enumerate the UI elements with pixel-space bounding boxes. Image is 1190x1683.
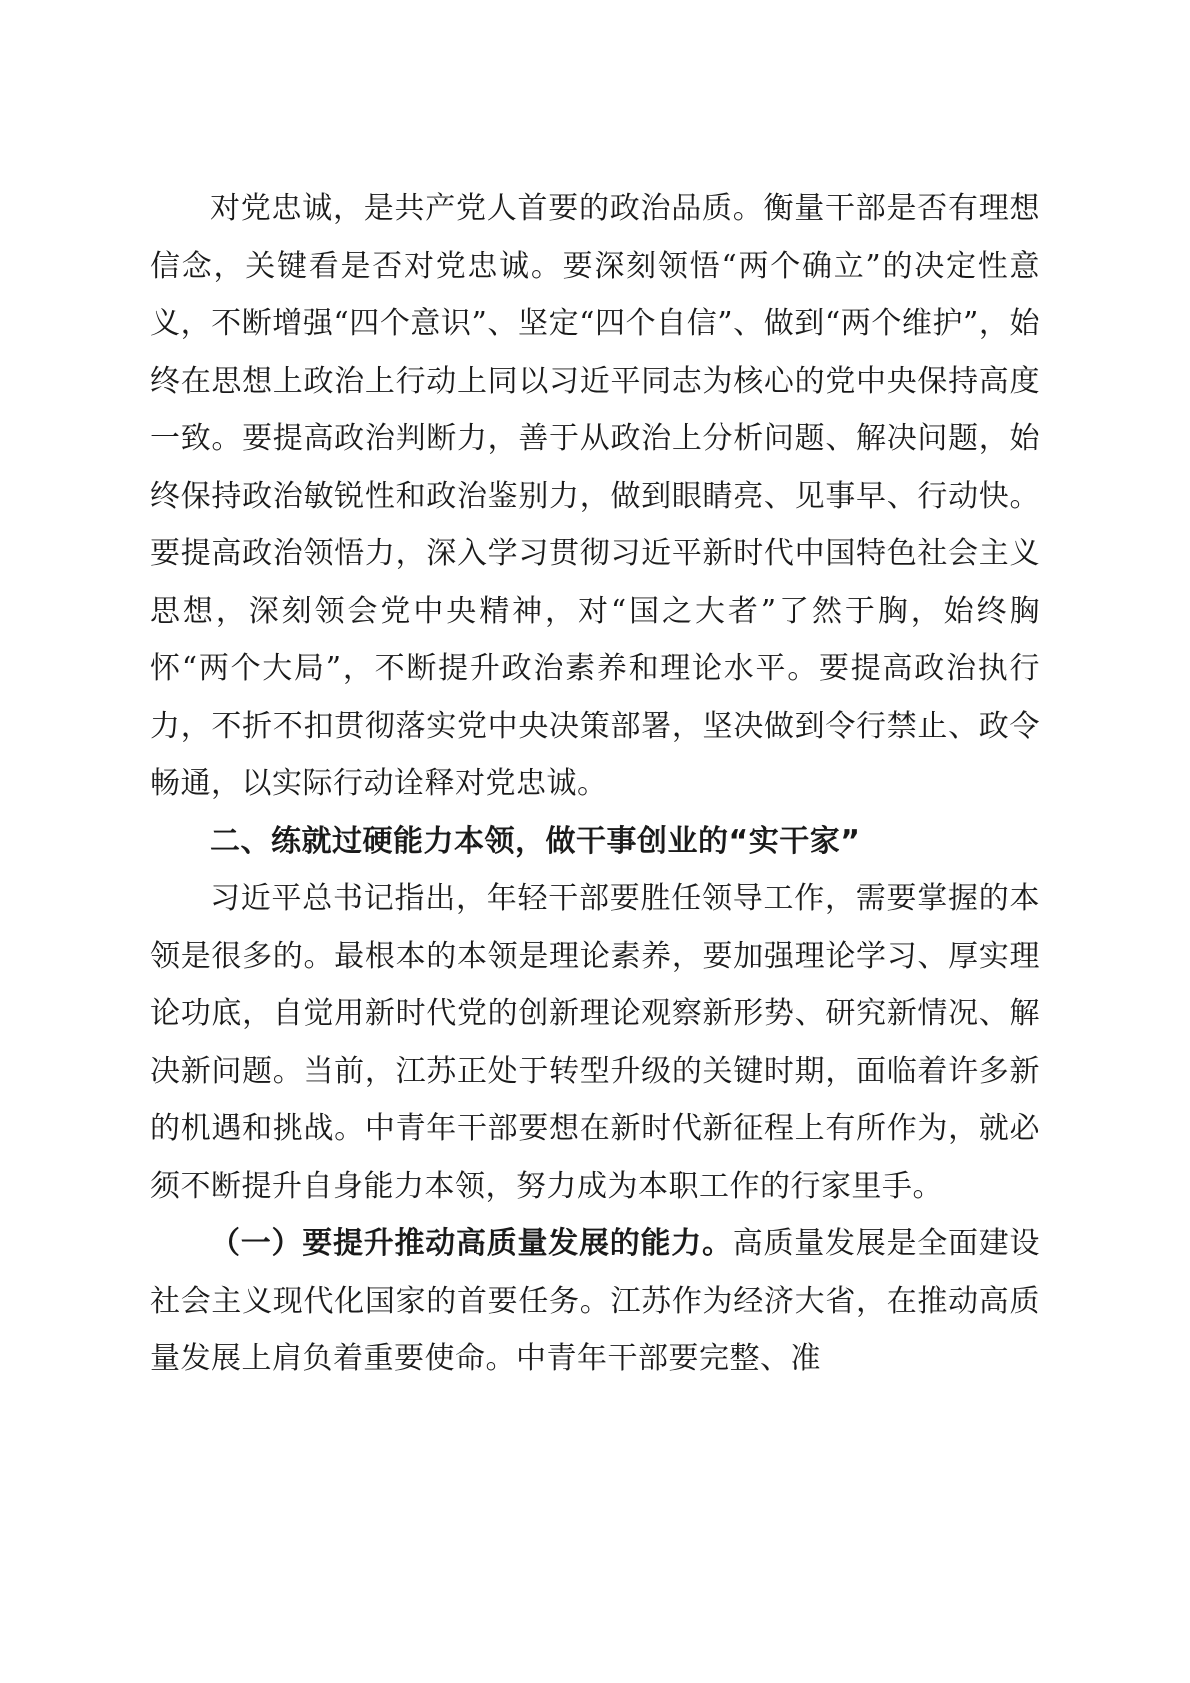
- section-heading-two: 二、练就过硬能力本领，做干事创业的“实干家”: [210, 823, 861, 859]
- subsection-lead-one: （一）要提升推动高质量发展的能力。: [210, 1226, 733, 1261]
- document-page: [150, 180, 1040, 1388]
- body-paragraph-loyalty: 对党忠诚，是共产党人首要的政治品质。衡量干部是否有理想信念，关键看是否对党忠诚。要深刻领悟“两个确立”的决定性意义，不断增强“四个意识”、坚定“四个自信”、做到“两个维护”，始终在思想上政治上行动上同以习近平同志为核心的党中央保持高度一致。要提高政治判断力，善于从政治上分析问题、解决问题，始终保持政治敏锐性和政治鉴别力，做到眼睛亮、见事早、行动快。要提高政治领悟力，深入学习贯彻习近平新时代中国特色社会主义思想，深刻领会党中央精神，对“国之大者”了然于胸，始终胸怀“两个大局”，不断提升政治素养和理论水平。要提高政治执行力，不折不扣贯彻落实党中央决策部署，坚决做到令行禁止、政令畅通，以实际行动诠释对党忠诚。: [150, 191, 1040, 801]
- body-paragraph-high-quality-development: [150, 1215, 1040, 1388]
- body-paragraph-ability: 习近平总书记指出，年轻干部要胜任领导工作，需要掌握的本领是很多的。最根本的本领是理论素养，要加强理论学习、厚实理论功底，自觉用新时代党的创新理论观察新形势、研究新情况、解决新问题。当前，江苏正处于转型升级的关键时期，面临着许多新的机遇和挑战。中青年干部要想在新时代新征程上有所作为，就必须不断提升自身能力本领，努力成为本职工作的行家里手。: [150, 881, 1040, 1204]
- subsection-text-one: 高质量发展是全面建设社会主义现代化国家的首要任务。江苏作为经济大省，在推动高质量发展上肩负着重要使命。中青年干部要完整、准: [150, 1226, 1040, 1376]
